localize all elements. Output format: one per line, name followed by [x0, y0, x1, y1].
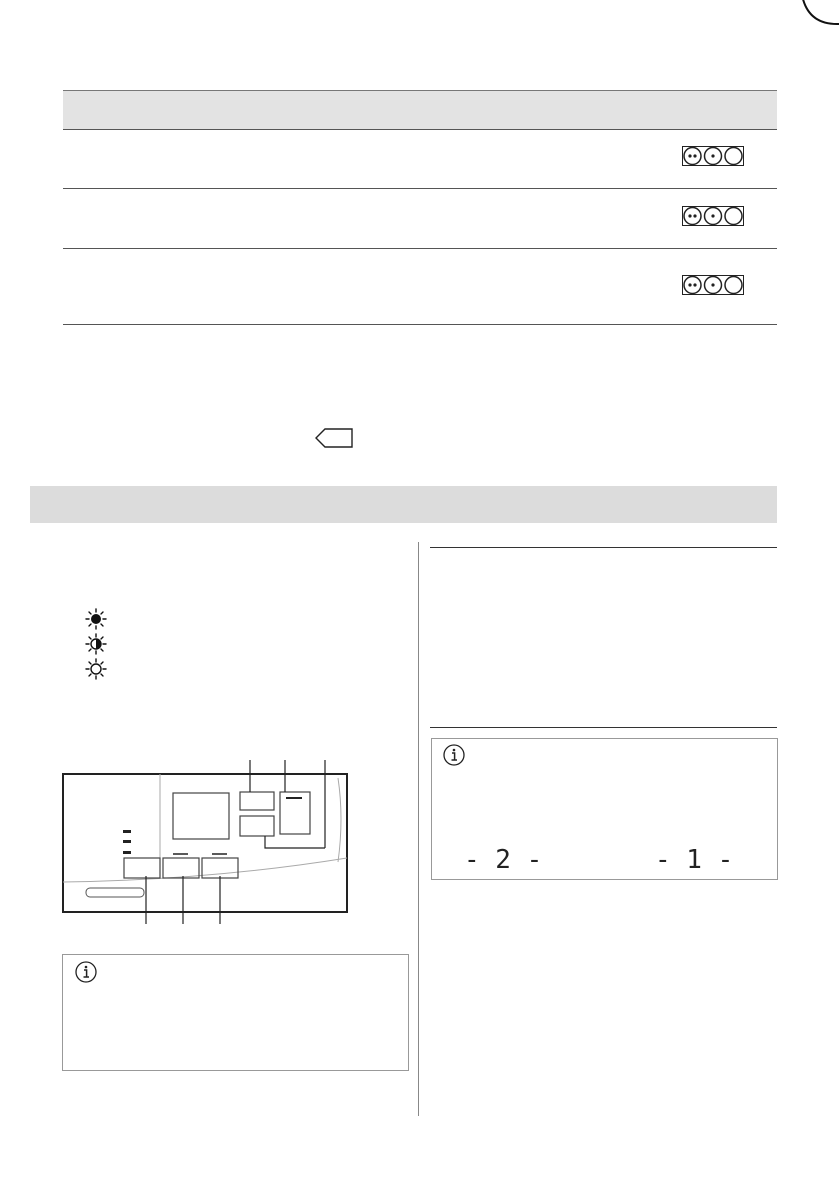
table-row-divider [63, 188, 777, 189]
section-banner [30, 486, 777, 523]
section-rule [430, 547, 777, 548]
control-panel-figure [60, 758, 372, 926]
sun-half-icon [85, 633, 107, 655]
info-box-left [62, 954, 409, 1071]
two-dot-level-icon [682, 146, 744, 166]
display-readout-right: - 1 - [655, 845, 734, 875]
column-divider [418, 542, 419, 1116]
table-row-divider [63, 248, 777, 249]
section-rule [430, 727, 777, 728]
sun-outline-icon [85, 658, 107, 680]
sun-filled-icon [85, 608, 107, 630]
display-readout-left: - 2 - [464, 845, 543, 875]
info-icon [75, 961, 97, 983]
table-row-divider [63, 324, 777, 325]
table-header [63, 90, 777, 130]
page-edge-mark [0, 0, 839, 80]
tag-symbol-icon [315, 428, 353, 448]
two-dot-level-icon [682, 206, 744, 226]
info-icon [443, 744, 465, 766]
two-dot-level-icon [682, 275, 744, 295]
